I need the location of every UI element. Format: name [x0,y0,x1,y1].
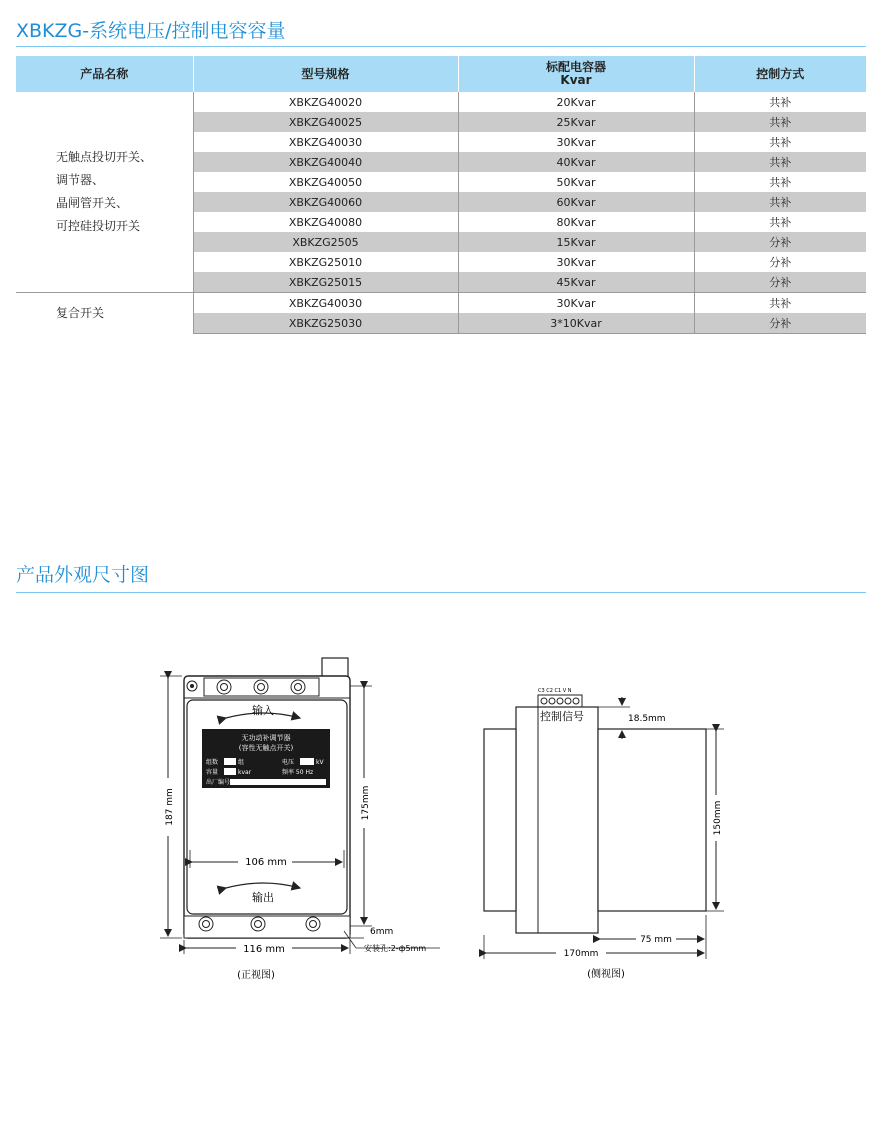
front-view-drawing [150,650,450,990]
side-view-drawing [470,675,730,985]
cell-capacity: 50Kvar [458,172,694,192]
plate-title: 无功动补调节器 [241,734,291,742]
group1-name-line: 晶闸管开关、 [56,196,129,210]
header-model: 型号规格 [193,56,458,92]
group2-name-cell: 复合开关 [16,293,193,334]
cell-capacity: 80Kvar [458,212,694,232]
cell-control: 分补 [694,252,866,272]
cell-capacity: 60Kvar [458,192,694,212]
table-row [16,92,866,112]
front-top-bump [322,658,348,678]
side-front-panel [484,729,516,911]
cell-model: XBKZG40080 [193,212,458,232]
cell-model: XBKZG40025 [193,112,458,132]
cell-control: 共补 [694,172,866,192]
cell-control: 共补 [694,192,866,212]
cell-capacity: 20Kvar [458,92,694,112]
dim-width: 116 mm [243,944,285,955]
cell-capacity: 25Kvar [458,112,694,132]
terminal-labels: C3 C2 C1 V N [538,688,572,694]
plate-subtitle: (容性无触点开关) [238,744,294,752]
header-control: 控制方式 [694,56,866,92]
header-product-name: 产品名称 [16,56,193,92]
header-capacity-line1: 标配电容器 [545,60,606,74]
header-capacity [458,56,694,92]
cell-control: 分补 [694,232,866,252]
spec-table [16,56,866,334]
cell-model: XBKZG40060 [193,192,458,212]
cell-capacity: 45Kvar [458,272,694,293]
cell-control: 共补 [694,132,866,152]
dim-side-height: 150mm [713,800,723,836]
cell-model: XBKZG40040 [193,152,458,172]
cell-capacity: 30Kvar [458,293,694,314]
control-terminal-block [538,695,582,707]
cell-model: XBKZG40050 [193,172,458,192]
plate-serial-label: 出厂编号 [206,779,231,786]
output-terminals [184,916,350,938]
cell-capacity: 30Kvar [458,252,694,272]
cell-capacity: 40Kvar [458,152,694,172]
plate-kv-unit: kV [316,759,324,766]
dim-top-offset: 18.5mm [628,714,666,724]
plate-kvar-unit: kvar [238,769,252,776]
cell-control: 分补 [694,313,866,334]
plate-frequency: 频率 50 Hz [282,769,314,776]
front-view-caption: (正视图) [237,970,275,981]
cell-control: 共补 [694,293,866,314]
section-title-dimensions: 产品外观尺寸图 [16,564,150,586]
dim-offset: 6mm [370,927,394,937]
input-label: 输入 [252,704,274,717]
cell-control: 共补 [694,152,866,172]
side-view-caption: (侧视图) [587,969,625,980]
cell-control: 共补 [694,112,866,132]
mount-hole-note: 安装孔:2-ф5mm [364,944,427,953]
header-capacity-unit: Kvar [560,73,592,87]
cell-model: XBKZG40030 [193,293,458,314]
table-row [16,293,866,314]
side-heatsink [598,729,706,911]
group1-name-line: 可控硅投切开关 [56,219,141,233]
side-main-body [516,707,598,933]
control-signal-label: 控制信号 [540,710,584,723]
group1-name-line: 无触点投切开关、 [56,150,153,164]
cell-model: XBKZG25010 [193,252,458,272]
group1-name-cell [16,92,193,293]
section-title-spec: XBKZG-系统电压/控制电容容量 [16,20,286,42]
cell-model: XBKZG40030 [193,132,458,152]
plate-voltage-label: 电压 [282,759,295,766]
cell-control: 共补 [694,212,866,232]
cell-capacity: 30Kvar [458,132,694,152]
cell-capacity: 15Kvar [458,232,694,252]
section-divider [16,592,866,593]
group1-name-line: 调节器、 [56,173,105,187]
cell-capacity: 3*10Kvar [458,313,694,334]
cell-control: 共补 [694,92,866,112]
plate-group-unit: 组 [238,759,245,766]
cell-control: 分补 [694,272,866,293]
cell-model: XBKZG25015 [193,272,458,293]
dim-inner-height: 175mm [361,785,371,821]
dim-total-depth: 170mm [563,949,599,959]
dim-inner-width: 106 mm [245,857,287,868]
plate-capacity-label: 容量 [206,769,219,776]
section-divider [16,46,866,47]
plate-groups-label: 组数 [206,759,219,766]
cell-model: XBKZG2505 [193,232,458,252]
dim-depth: 75 mm [640,935,672,945]
cell-model: XBKZG25030 [193,313,458,334]
output-label: 输出 [252,891,274,904]
table-header-row [16,56,866,92]
cell-model: XBKZG40020 [193,92,458,112]
input-terminals [204,678,319,696]
dim-height: 187 mm [165,788,175,826]
